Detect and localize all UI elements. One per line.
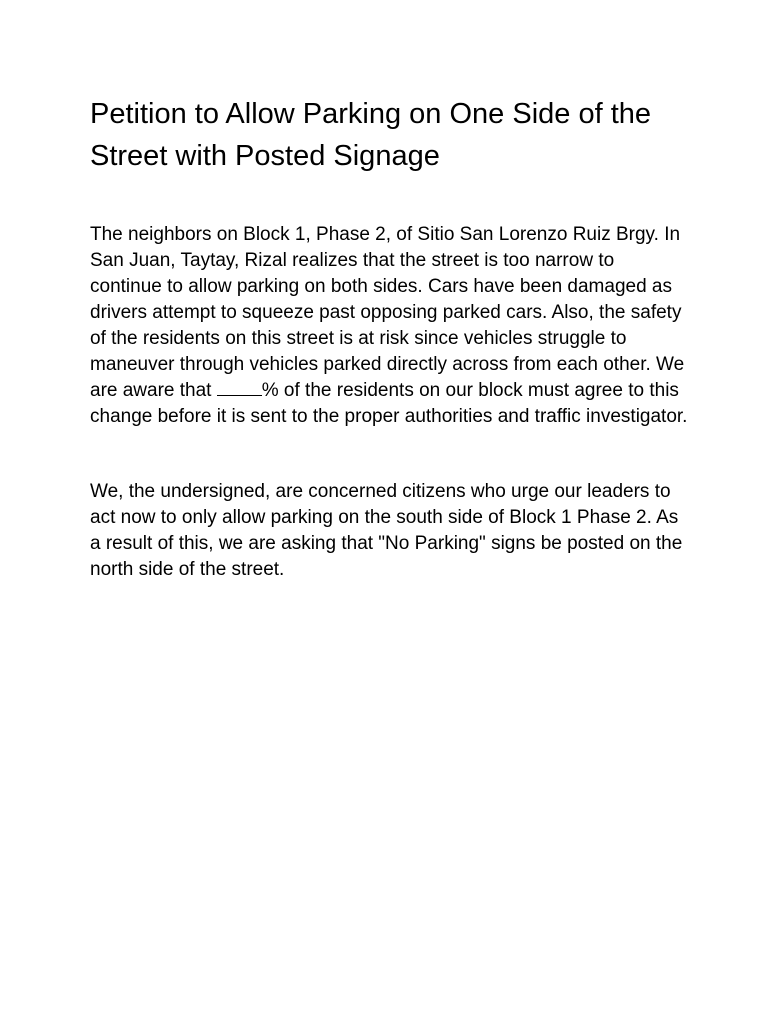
intro-paragraph bbox=[90, 222, 690, 430]
page-title: Petition to Allow Parking on One Side of the Street with Posted Signage bbox=[90, 98, 652, 172]
percentage-blank bbox=[217, 378, 262, 396]
request-paragraph: We, the undersigned, are concerned citizens who urge our leaders to act now to only allow parking on the south side of Block 1 Phase 2. As a result of this, we are asking that "No Parking" signs be posted on the north side of the street. bbox=[90, 481, 683, 580]
intro-text: The neighbors on Block 1, Phase 2, of Sitio San Lorenzo Ruiz Brgy. In San Juan, Taytay, Rizal realizes that the street is too narrow to continue to allow parking on both sides. Cars have been damaged as drivers attempt to squeeze past opposing parked cars. Also, the safety of the residents on this street is at risk since vehicles struggle to maneuver through vehicles parked directly across from each other. We are aware that bbox=[90, 224, 685, 401]
intro-text-continued: % of the residents on our block must agree to this change before it is sent to the proper authorities and traffic investigator. bbox=[90, 380, 688, 427]
